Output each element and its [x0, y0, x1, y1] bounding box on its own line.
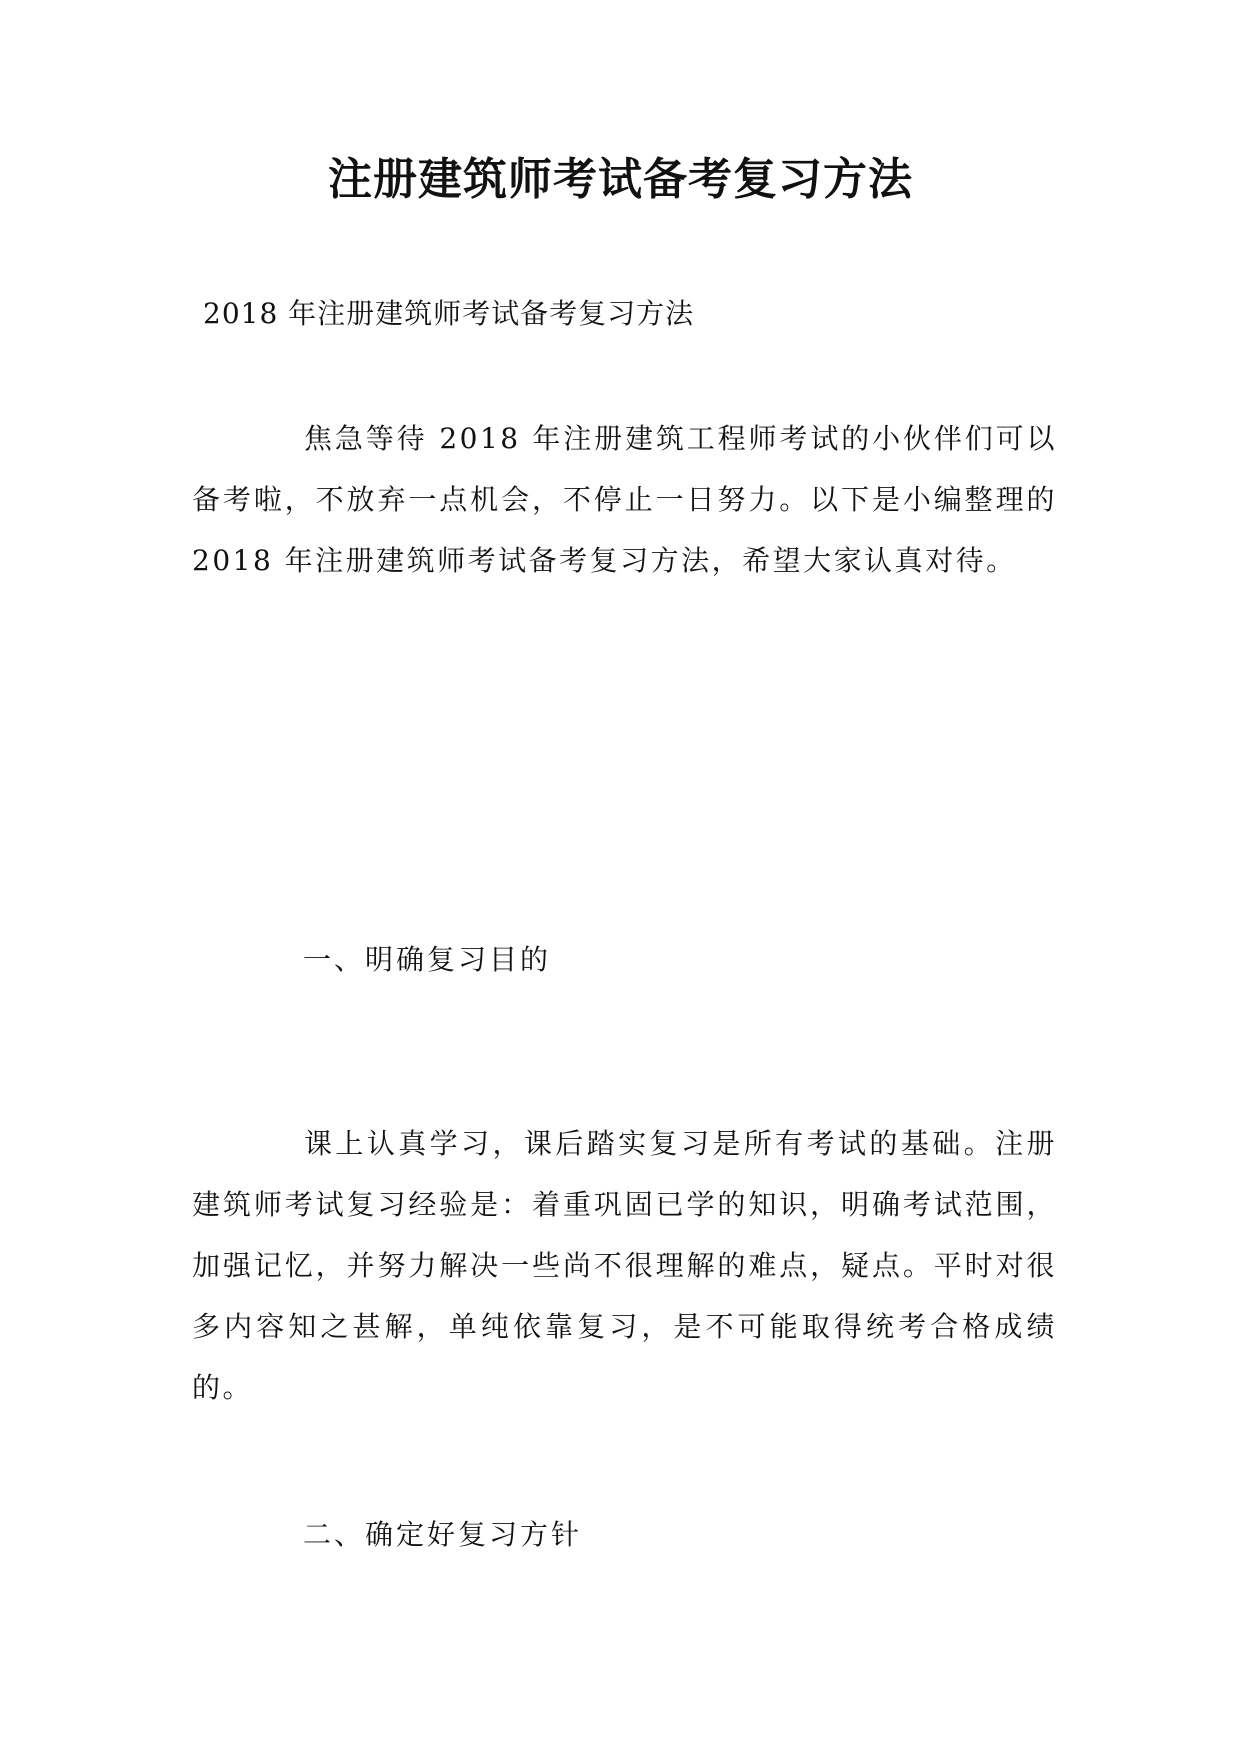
- document-subtitle: 2018 年注册建筑师考试备考复习方法: [203, 297, 695, 330]
- section-heading-1: 一、明确复习目的: [303, 943, 552, 976]
- document-title: 注册建筑师考试备考复习方法: [328, 154, 913, 205]
- section-heading-2: 二、确定好复习方针: [303, 1518, 583, 1551]
- intro-paragraph: 焦急等待 2018 年注册建筑工程师考试的小伙伴们可以备考啦，不放弃一点机会，不停止一日努力。以下是小编整理的 2018 年注册建筑师考试备考复习方法，希望大家认真对待。: [192, 422, 1057, 577]
- section-body-1: 课上认真学习，课后踏实复习是所有考试的基础。注册建筑师考试复习经验是：着重巩固已学的知识，明确考试范围，加强记忆，并努力解决一些尚不很理解的难点，疑点。平时对很多内容知之甚解，单纯依靠复习，是不可能取得统考合格成绩的。: [192, 1127, 1057, 1404]
